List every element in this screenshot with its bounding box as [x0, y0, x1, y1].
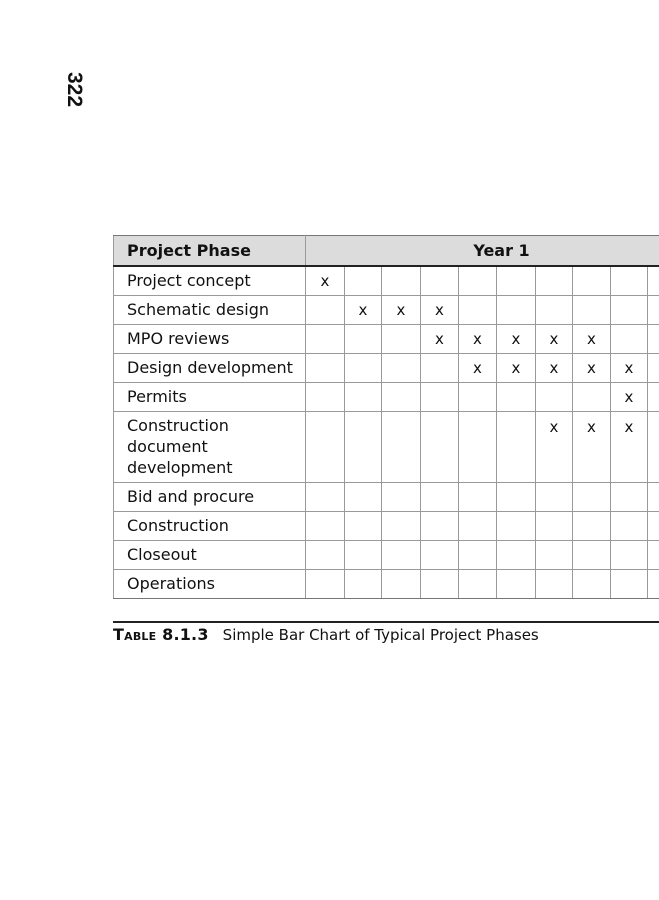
month-cell — [573, 540, 611, 569]
phase-label: Schematic design — [114, 295, 306, 324]
month-cell — [611, 295, 648, 324]
table-row — [114, 382, 659, 411]
table-row — [114, 411, 659, 482]
month-cell: x — [421, 324, 459, 353]
month-cell — [611, 482, 648, 511]
month-cell — [421, 382, 459, 411]
phase-label: MPO reviews — [114, 324, 306, 353]
month-cell — [459, 482, 497, 511]
month-cell: x — [611, 411, 648, 482]
month-cell — [497, 511, 536, 540]
month-cell: x — [421, 295, 459, 324]
month-cell — [421, 482, 459, 511]
month-cell — [306, 295, 345, 324]
caption-text: Simple Bar Chart of Typical Project Phases — [222, 626, 539, 644]
table-row — [114, 324, 659, 353]
month-cell — [459, 382, 497, 411]
month-cell — [497, 482, 536, 511]
table-header-row — [114, 236, 659, 267]
month-cell: x — [573, 411, 611, 482]
month-cell — [536, 569, 573, 598]
caption-rule — [113, 621, 659, 623]
project-phase-table-container — [113, 235, 659, 599]
month-cell — [497, 411, 536, 482]
month-cell — [345, 324, 382, 353]
project-phase-table — [113, 235, 659, 599]
month-cell — [648, 569, 659, 598]
month-cell — [345, 382, 382, 411]
month-cell: x — [536, 411, 573, 482]
month-cell — [536, 511, 573, 540]
month-cell: x — [306, 266, 345, 295]
month-cell: x — [497, 324, 536, 353]
phase-label: Design development — [114, 353, 306, 382]
month-cell — [459, 295, 497, 324]
month-cell — [536, 382, 573, 411]
month-cell — [421, 353, 459, 382]
month-cell: x — [382, 295, 421, 324]
month-cell: x — [345, 295, 382, 324]
month-cell: x — [536, 353, 573, 382]
month-cell: x — [573, 324, 611, 353]
month-cell: x — [611, 382, 648, 411]
month-cell: x — [497, 353, 536, 382]
month-cell — [382, 382, 421, 411]
month-cell — [306, 324, 345, 353]
phase-label: Operations — [114, 569, 306, 598]
month-cell — [382, 569, 421, 598]
month-cell — [306, 511, 345, 540]
month-cell — [306, 482, 345, 511]
month-cell — [306, 411, 345, 482]
month-cell — [306, 382, 345, 411]
caption-label: Table 8.1.3 — [113, 625, 209, 644]
month-cell — [648, 295, 659, 324]
month-cell — [573, 295, 611, 324]
month-cell — [459, 266, 497, 295]
month-cell — [648, 411, 659, 482]
phase-label: Construction — [114, 511, 306, 540]
month-cell — [421, 540, 459, 569]
phase-label: Bid and procure — [114, 482, 306, 511]
month-cell — [611, 266, 648, 295]
month-cell — [421, 569, 459, 598]
month-cell — [648, 540, 659, 569]
month-cell — [382, 324, 421, 353]
month-cell — [536, 482, 573, 511]
month-cell — [382, 411, 421, 482]
month-cell — [421, 511, 459, 540]
month-cell — [648, 324, 659, 353]
table-row — [114, 482, 659, 511]
month-cell — [648, 353, 659, 382]
phase-label: Closeout — [114, 540, 306, 569]
month-cell — [382, 353, 421, 382]
month-cell — [573, 511, 611, 540]
month-cell — [611, 569, 648, 598]
month-cell — [421, 266, 459, 295]
header-year-1: Year 1 — [306, 236, 659, 267]
month-cell — [382, 540, 421, 569]
month-cell — [345, 511, 382, 540]
month-cell — [306, 353, 345, 382]
month-cell — [459, 540, 497, 569]
month-cell — [611, 540, 648, 569]
month-cell — [459, 411, 497, 482]
table-row — [114, 266, 659, 295]
month-cell — [573, 266, 611, 295]
table-row — [114, 540, 659, 569]
month-cell — [497, 382, 536, 411]
month-cell — [573, 382, 611, 411]
month-cell — [648, 511, 659, 540]
month-cell — [345, 540, 382, 569]
table-row — [114, 295, 659, 324]
table-row — [114, 353, 659, 382]
month-cell — [497, 266, 536, 295]
month-cell — [648, 266, 659, 295]
month-cell — [536, 295, 573, 324]
month-cell — [497, 540, 536, 569]
month-cell — [306, 540, 345, 569]
month-cell — [345, 353, 382, 382]
month-cell — [573, 569, 611, 598]
month-cell — [648, 382, 659, 411]
table-caption — [113, 625, 539, 644]
month-cell — [497, 295, 536, 324]
header-project-phase: Project Phase — [114, 236, 306, 267]
month-cell — [611, 511, 648, 540]
month-cell — [421, 411, 459, 482]
month-cell: x — [536, 324, 573, 353]
month-cell: x — [459, 324, 497, 353]
table-body — [114, 266, 659, 598]
month-cell — [382, 511, 421, 540]
month-cell — [459, 569, 497, 598]
month-cell: x — [573, 353, 611, 382]
month-cell — [648, 482, 659, 511]
month-cell — [345, 411, 382, 482]
month-cell: x — [611, 353, 648, 382]
month-cell — [345, 482, 382, 511]
phase-label: Construction document development — [114, 411, 306, 482]
month-cell — [573, 482, 611, 511]
month-cell — [536, 540, 573, 569]
month-cell: x — [459, 353, 497, 382]
month-cell — [345, 569, 382, 598]
month-cell — [459, 511, 497, 540]
month-cell — [306, 569, 345, 598]
table-row — [114, 569, 659, 598]
page-number: 322 — [63, 72, 86, 108]
month-cell — [497, 569, 536, 598]
month-cell — [382, 266, 421, 295]
month-cell — [382, 482, 421, 511]
phase-label: Project concept — [114, 266, 306, 295]
phase-label: Permits — [114, 382, 306, 411]
table-row — [114, 511, 659, 540]
month-cell — [536, 266, 573, 295]
month-cell — [611, 324, 648, 353]
month-cell — [345, 266, 382, 295]
